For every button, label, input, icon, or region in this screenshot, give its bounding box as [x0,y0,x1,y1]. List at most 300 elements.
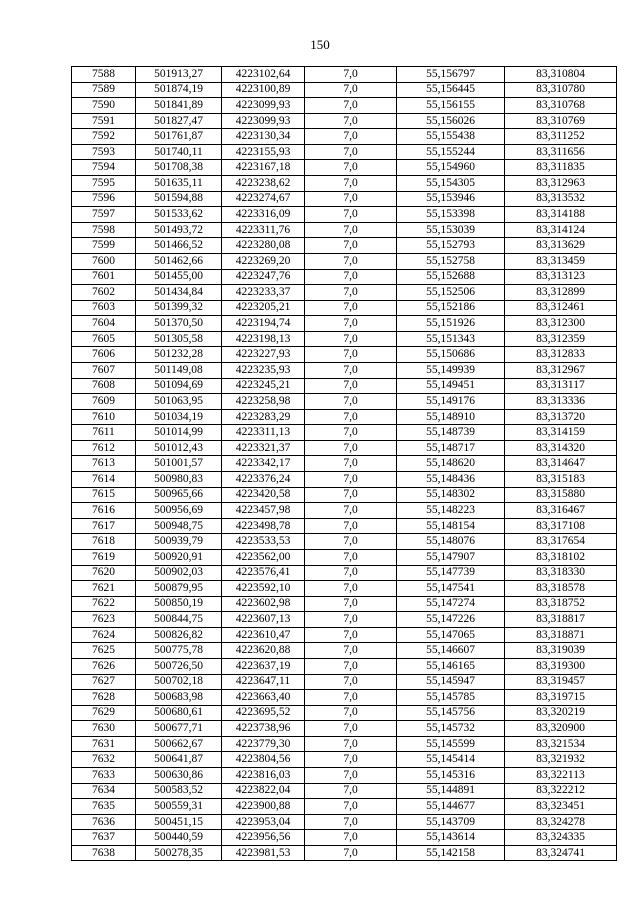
table-row [72,596,617,612]
table-row [72,425,617,441]
table-row [72,814,617,830]
y-coordinate-cell: 4223099,93 [222,98,305,114]
latitude-cell: 55,148076 [397,534,505,550]
y-coordinate-cell: 4223100,89 [222,82,305,98]
x-coordinate-cell: 500702,18 [136,674,222,690]
latitude-cell: 55,155244 [397,144,505,160]
y-coordinate-cell: 4223311,76 [222,222,305,238]
table-row [72,690,617,706]
latitude-cell: 55,156797 [397,67,505,83]
longitude-cell: 83,314647 [505,456,617,472]
depth-cell: 7,0 [305,160,397,176]
depth-cell: 7,0 [305,456,397,472]
table-row [72,752,617,768]
x-coordinate-cell: 501635,11 [136,176,222,192]
depth-cell: 7,0 [305,814,397,830]
y-coordinate-cell: 4223102,64 [222,67,305,83]
table-row [72,643,617,659]
table-row [72,612,617,628]
x-coordinate-cell: 501034,19 [136,409,222,425]
table-row [72,253,617,269]
point-number-cell: 7589 [72,82,136,98]
table-row [72,674,617,690]
x-coordinate-cell: 500775,78 [136,643,222,659]
x-coordinate-cell: 500902,03 [136,565,222,581]
longitude-cell: 83,312963 [505,176,617,192]
table-row [72,409,617,425]
longitude-cell: 83,311656 [505,144,617,160]
point-number-cell: 7607 [72,362,136,378]
point-number-cell: 7617 [72,518,136,534]
table-row [72,799,617,815]
table-row [72,394,617,410]
longitude-cell: 83,321534 [505,736,617,752]
latitude-cell: 55,150686 [397,347,505,363]
table-row [72,487,617,503]
table-row [72,191,617,207]
table-row [72,736,617,752]
longitude-cell: 83,313459 [505,253,617,269]
latitude-cell: 55,145414 [397,752,505,768]
point-number-cell: 7591 [72,113,136,129]
table-row [72,581,617,597]
longitude-cell: 83,314188 [505,207,617,223]
y-coordinate-cell: 4223227,93 [222,347,305,363]
point-number-cell: 7626 [72,658,136,674]
table-row [72,269,617,285]
table-row [72,347,617,363]
depth-cell: 7,0 [305,830,397,846]
longitude-cell: 83,319039 [505,643,617,659]
latitude-cell: 55,145732 [397,721,505,737]
table-row [72,82,617,98]
depth-cell: 7,0 [305,612,397,628]
x-coordinate-cell: 500680,61 [136,705,222,721]
longitude-cell: 83,318817 [505,612,617,628]
page-number: 150 [310,37,330,52]
y-coordinate-cell: 4223205,21 [222,300,305,316]
x-coordinate-cell: 500879,95 [136,581,222,597]
longitude-cell: 83,318871 [505,627,617,643]
depth-cell: 7,0 [305,176,397,192]
latitude-cell: 55,156155 [397,98,505,114]
longitude-cell: 83,312967 [505,362,617,378]
latitude-cell: 55,142158 [397,845,505,861]
longitude-cell: 83,313123 [505,269,617,285]
depth-cell: 7,0 [305,394,397,410]
y-coordinate-cell: 4223816,03 [222,768,305,784]
longitude-cell: 83,310780 [505,82,617,98]
x-coordinate-cell: 501841,89 [136,98,222,114]
x-coordinate-cell: 500559,31 [136,799,222,815]
latitude-cell: 55,156026 [397,113,505,129]
point-number-cell: 7595 [72,176,136,192]
x-coordinate-cell: 500965,66 [136,487,222,503]
y-coordinate-cell: 4223198,13 [222,331,305,347]
longitude-cell: 83,316467 [505,503,617,519]
depth-cell: 7,0 [305,440,397,456]
latitude-cell: 55,145756 [397,705,505,721]
point-number-cell: 7590 [72,98,136,114]
latitude-cell: 55,147907 [397,549,505,565]
table-row [72,503,617,519]
longitude-cell: 83,317654 [505,534,617,550]
x-coordinate-cell: 501493,72 [136,222,222,238]
y-coordinate-cell: 4223280,08 [222,238,305,254]
point-number-cell: 7608 [72,378,136,394]
point-number-cell: 7619 [72,549,136,565]
table-row [72,627,617,643]
coordinates-table [71,66,617,861]
point-number-cell: 7632 [72,752,136,768]
table-row [72,768,617,784]
y-coordinate-cell: 4223576,41 [222,565,305,581]
x-coordinate-cell: 501001,57 [136,456,222,472]
latitude-cell: 55,152186 [397,300,505,316]
depth-cell: 7,0 [305,238,397,254]
table-row [72,721,617,737]
latitude-cell: 55,148436 [397,472,505,488]
y-coordinate-cell: 4223602,98 [222,596,305,612]
point-number-cell: 7633 [72,768,136,784]
point-number-cell: 7620 [72,565,136,581]
depth-cell: 7,0 [305,518,397,534]
point-number-cell: 7598 [72,222,136,238]
x-coordinate-cell: 500440,59 [136,830,222,846]
depth-cell: 7,0 [305,113,397,129]
latitude-cell: 55,143614 [397,830,505,846]
y-coordinate-cell: 4223620,88 [222,643,305,659]
point-number-cell: 7588 [72,67,136,83]
latitude-cell: 55,149176 [397,394,505,410]
longitude-cell: 83,319715 [505,690,617,706]
depth-cell: 7,0 [305,768,397,784]
x-coordinate-cell: 500980,83 [136,472,222,488]
latitude-cell: 55,151343 [397,331,505,347]
latitude-cell: 55,144891 [397,783,505,799]
y-coordinate-cell: 4223804,56 [222,752,305,768]
depth-cell: 7,0 [305,285,397,301]
table-row [72,285,617,301]
point-number-cell: 7618 [72,534,136,550]
x-coordinate-cell: 500726,50 [136,658,222,674]
y-coordinate-cell: 4223457,98 [222,503,305,519]
y-coordinate-cell: 4223238,62 [222,176,305,192]
x-coordinate-cell: 500583,52 [136,783,222,799]
x-coordinate-cell: 500641,87 [136,752,222,768]
point-number-cell: 7596 [72,191,136,207]
point-number-cell: 7613 [72,456,136,472]
longitude-cell: 83,318752 [505,596,617,612]
depth-cell: 7,0 [305,534,397,550]
depth-cell: 7,0 [305,736,397,752]
x-coordinate-cell: 500920,91 [136,549,222,565]
x-coordinate-cell: 500956,69 [136,503,222,519]
longitude-cell: 83,310768 [505,98,617,114]
latitude-cell: 55,149939 [397,362,505,378]
longitude-cell: 83,323451 [505,799,617,815]
table-row [72,113,617,129]
point-number-cell: 7636 [72,814,136,830]
y-coordinate-cell: 4223610,47 [222,627,305,643]
latitude-cell: 55,146165 [397,658,505,674]
y-coordinate-cell: 4223981,53 [222,845,305,861]
point-number-cell: 7612 [72,440,136,456]
point-number-cell: 7624 [72,627,136,643]
latitude-cell: 55,147541 [397,581,505,597]
depth-cell: 7,0 [305,783,397,799]
x-coordinate-cell: 501399,32 [136,300,222,316]
point-number-cell: 7634 [72,783,136,799]
point-number-cell: 7609 [72,394,136,410]
point-number-cell: 7637 [72,830,136,846]
x-coordinate-cell: 501370,50 [136,316,222,332]
y-coordinate-cell: 4223607,13 [222,612,305,628]
point-number-cell: 7610 [72,409,136,425]
depth-cell: 7,0 [305,799,397,815]
x-coordinate-cell: 500826,82 [136,627,222,643]
latitude-cell: 55,152793 [397,238,505,254]
x-coordinate-cell: 501434,84 [136,285,222,301]
point-number-cell: 7606 [72,347,136,363]
longitude-cell: 83,311252 [505,129,617,145]
latitude-cell: 55,152506 [397,285,505,301]
x-coordinate-cell: 501462,66 [136,253,222,269]
latitude-cell: 55,145316 [397,768,505,784]
depth-cell: 7,0 [305,674,397,690]
y-coordinate-cell: 4223247,76 [222,269,305,285]
longitude-cell: 83,318578 [505,581,617,597]
depth-cell: 7,0 [305,144,397,160]
longitude-cell: 83,315880 [505,487,617,503]
longitude-cell: 83,314320 [505,440,617,456]
longitude-cell: 83,311835 [505,160,617,176]
table-row [72,176,617,192]
table-row [72,98,617,114]
latitude-cell: 55,146607 [397,643,505,659]
latitude-cell: 55,147274 [397,596,505,612]
longitude-cell: 83,313117 [505,378,617,394]
depth-cell: 7,0 [305,316,397,332]
x-coordinate-cell: 500939,79 [136,534,222,550]
y-coordinate-cell: 4223245,21 [222,378,305,394]
x-coordinate-cell: 501913,27 [136,67,222,83]
y-coordinate-cell: 4223637,19 [222,658,305,674]
depth-cell: 7,0 [305,191,397,207]
table-row [72,331,617,347]
point-number-cell: 7611 [72,425,136,441]
y-coordinate-cell: 4223194,74 [222,316,305,332]
y-coordinate-cell: 4223956,56 [222,830,305,846]
depth-cell: 7,0 [305,627,397,643]
latitude-cell: 55,148620 [397,456,505,472]
y-coordinate-cell: 4223311,13 [222,425,305,441]
longitude-cell: 83,314159 [505,425,617,441]
y-coordinate-cell: 4223533,53 [222,534,305,550]
y-coordinate-cell: 4223099,93 [222,113,305,129]
y-coordinate-cell: 4223822,04 [222,783,305,799]
depth-cell: 7,0 [305,269,397,285]
latitude-cell: 55,147226 [397,612,505,628]
longitude-cell: 83,324741 [505,845,617,861]
point-number-cell: 7627 [72,674,136,690]
latitude-cell: 55,153039 [397,222,505,238]
latitude-cell: 55,154960 [397,160,505,176]
latitude-cell: 55,152688 [397,269,505,285]
longitude-cell: 83,322212 [505,783,617,799]
longitude-cell: 83,320219 [505,705,617,721]
x-coordinate-cell: 501063,95 [136,394,222,410]
point-number-cell: 7594 [72,160,136,176]
depth-cell: 7,0 [305,721,397,737]
longitude-cell: 83,315183 [505,472,617,488]
y-coordinate-cell: 4223376,24 [222,472,305,488]
longitude-cell: 83,312300 [505,316,617,332]
point-number-cell: 7593 [72,144,136,160]
point-number-cell: 7597 [72,207,136,223]
x-coordinate-cell: 501232,28 [136,347,222,363]
longitude-cell: 83,310804 [505,67,617,83]
point-number-cell: 7600 [72,253,136,269]
longitude-cell: 83,313336 [505,394,617,410]
y-coordinate-cell: 4223342,17 [222,456,305,472]
depth-cell: 7,0 [305,705,397,721]
table-row [72,705,617,721]
table-row [72,160,617,176]
y-coordinate-cell: 4223155,93 [222,144,305,160]
latitude-cell: 55,154305 [397,176,505,192]
depth-cell: 7,0 [305,425,397,441]
depth-cell: 7,0 [305,409,397,425]
x-coordinate-cell: 501533,62 [136,207,222,223]
longitude-cell: 83,321932 [505,752,617,768]
y-coordinate-cell: 4223130,34 [222,129,305,145]
latitude-cell: 55,155438 [397,129,505,145]
point-number-cell: 7621 [72,581,136,597]
depth-cell: 7,0 [305,222,397,238]
depth-cell: 7,0 [305,472,397,488]
table-row [72,378,617,394]
y-coordinate-cell: 4223779,30 [222,736,305,752]
latitude-cell: 55,145785 [397,690,505,706]
latitude-cell: 55,143709 [397,814,505,830]
latitude-cell: 55,156445 [397,82,505,98]
depth-cell: 7,0 [305,549,397,565]
latitude-cell: 55,149451 [397,378,505,394]
longitude-cell: 83,324278 [505,814,617,830]
latitude-cell: 55,145947 [397,674,505,690]
latitude-cell: 55,153398 [397,207,505,223]
latitude-cell: 55,152758 [397,253,505,269]
table-row [72,207,617,223]
depth-cell: 7,0 [305,331,397,347]
longitude-cell: 83,312461 [505,300,617,316]
x-coordinate-cell: 501708,38 [136,160,222,176]
y-coordinate-cell: 4223233,37 [222,285,305,301]
x-coordinate-cell: 500662,67 [136,736,222,752]
x-coordinate-cell: 501014,99 [136,425,222,441]
longitude-cell: 83,313720 [505,409,617,425]
depth-cell: 7,0 [305,565,397,581]
depth-cell: 7,0 [305,487,397,503]
point-number-cell: 7638 [72,845,136,861]
depth-cell: 7,0 [305,658,397,674]
point-number-cell: 7605 [72,331,136,347]
y-coordinate-cell: 4223647,11 [222,674,305,690]
x-coordinate-cell: 500630,86 [136,768,222,784]
latitude-cell: 55,153946 [397,191,505,207]
latitude-cell: 55,148910 [397,409,505,425]
y-coordinate-cell: 4223738,96 [222,721,305,737]
latitude-cell: 55,151926 [397,316,505,332]
x-coordinate-cell: 500948,75 [136,518,222,534]
point-number-cell: 7628 [72,690,136,706]
latitude-cell: 55,148739 [397,425,505,441]
table-row [72,362,617,378]
longitude-cell: 83,313629 [505,238,617,254]
x-coordinate-cell: 501012,43 [136,440,222,456]
latitude-cell: 55,147739 [397,565,505,581]
depth-cell: 7,0 [305,98,397,114]
table-row [72,440,617,456]
longitude-cell: 83,319300 [505,658,617,674]
table-row [72,549,617,565]
depth-cell: 7,0 [305,643,397,659]
table-row [72,144,617,160]
longitude-cell: 83,324335 [505,830,617,846]
x-coordinate-cell: 501149,08 [136,362,222,378]
latitude-cell: 55,148302 [397,487,505,503]
point-number-cell: 7599 [72,238,136,254]
depth-cell: 7,0 [305,752,397,768]
depth-cell: 7,0 [305,503,397,519]
x-coordinate-cell: 500683,98 [136,690,222,706]
x-coordinate-cell: 501466,52 [136,238,222,254]
x-coordinate-cell: 501094,69 [136,378,222,394]
point-number-cell: 7614 [72,472,136,488]
y-coordinate-cell: 4223274,67 [222,191,305,207]
table-row [72,316,617,332]
x-coordinate-cell: 501874,19 [136,82,222,98]
depth-cell: 7,0 [305,129,397,145]
y-coordinate-cell: 4223562,00 [222,549,305,565]
table-row [72,783,617,799]
point-number-cell: 7631 [72,736,136,752]
table-row [72,472,617,488]
longitude-cell: 83,312899 [505,285,617,301]
x-coordinate-cell: 500451,15 [136,814,222,830]
latitude-cell: 55,148717 [397,440,505,456]
table-row [72,658,617,674]
depth-cell: 7,0 [305,67,397,83]
depth-cell: 7,0 [305,207,397,223]
y-coordinate-cell: 4223663,40 [222,690,305,706]
point-number-cell: 7629 [72,705,136,721]
longitude-cell: 83,318330 [505,565,617,581]
y-coordinate-cell: 4223498,78 [222,518,305,534]
x-coordinate-cell: 501305,58 [136,331,222,347]
point-number-cell: 7616 [72,503,136,519]
latitude-cell: 55,145599 [397,736,505,752]
point-number-cell: 7635 [72,799,136,815]
longitude-cell: 83,322113 [505,768,617,784]
y-coordinate-cell: 4223953,04 [222,814,305,830]
point-number-cell: 7601 [72,269,136,285]
longitude-cell: 83,317108 [505,518,617,534]
table-row [72,830,617,846]
x-coordinate-cell: 501827,47 [136,113,222,129]
x-coordinate-cell: 500677,71 [136,721,222,737]
